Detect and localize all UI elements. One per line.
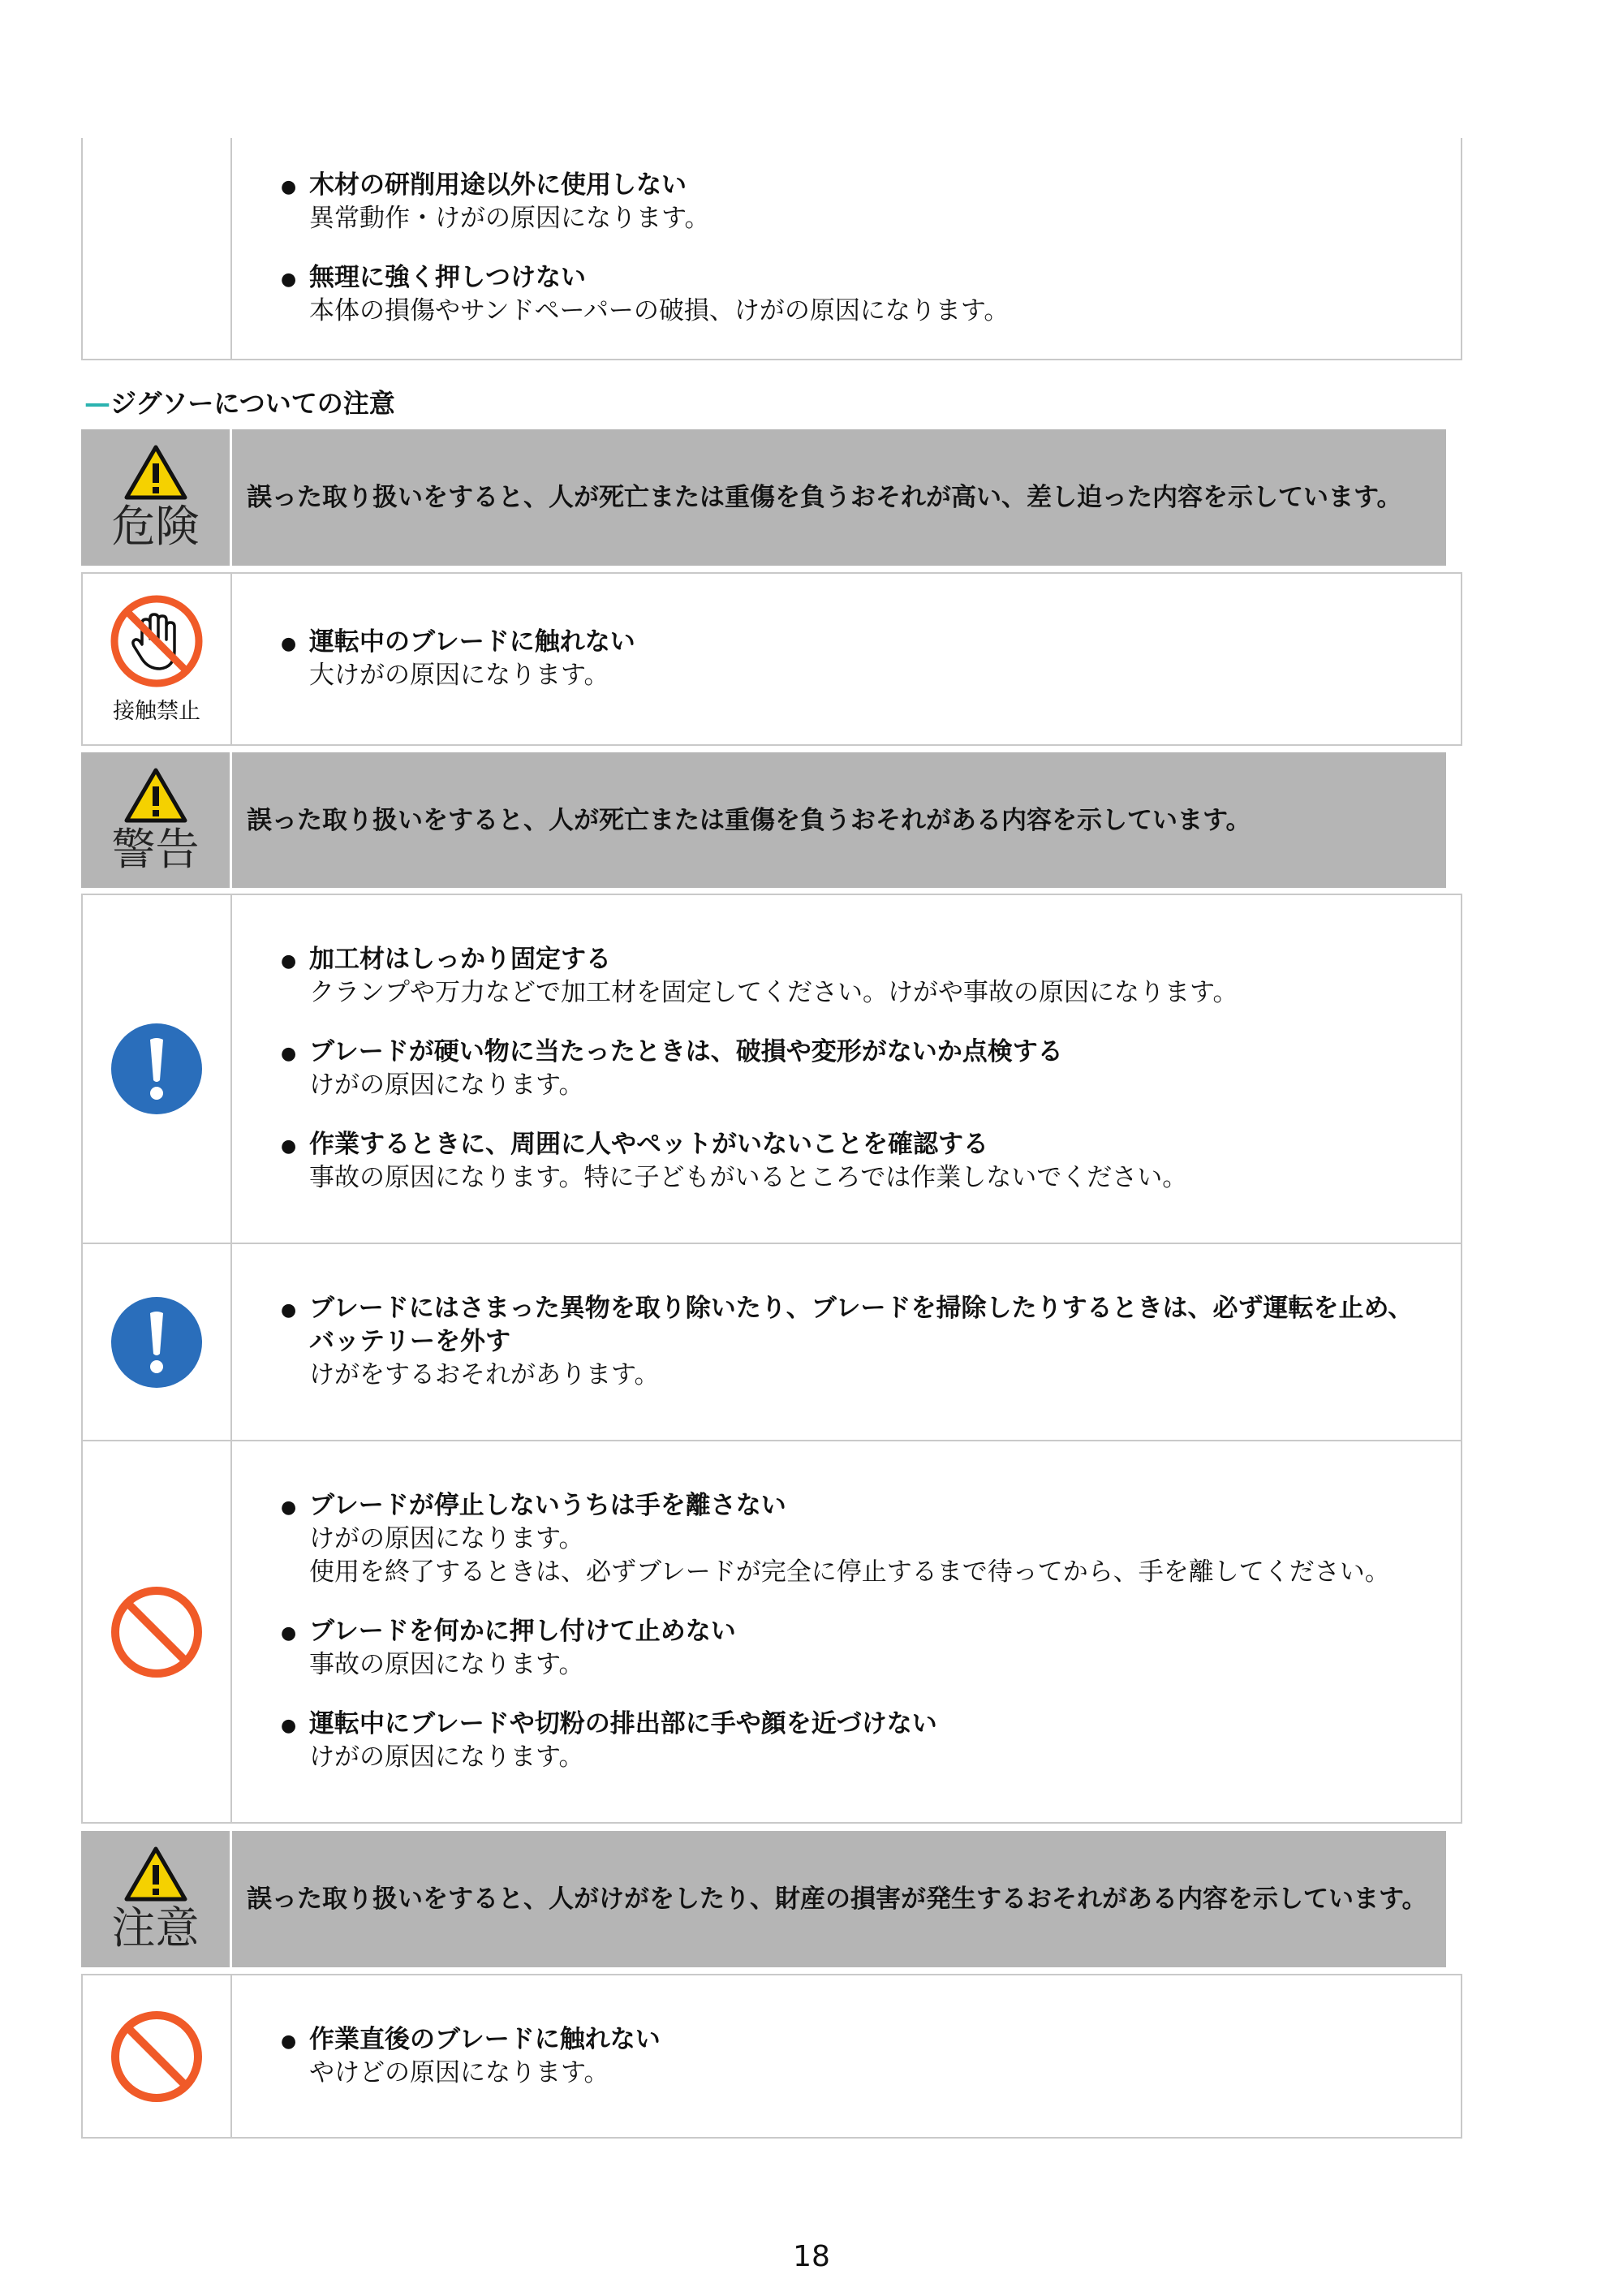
item-desc: けがの原因になります。 [309, 1524, 584, 1553]
mandatory-exclamation-icon [110, 1022, 204, 1116]
item-desc: 本体の損傷やサンドペーパーの破損、けがの原因になります。 [309, 296, 1010, 325]
warning-block-3 [81, 1440, 1462, 1824]
warning-icon-column [81, 752, 232, 888]
item-desc: クランプや万力などで加工材を固定してください。けがや事故の原因になります。 [309, 978, 1238, 1007]
item-title: ブレードを何かに押し付けて止めない [309, 1617, 736, 1646]
section-title: ジグソーについての注意 [110, 388, 395, 419]
list-item: ● 加工材はしっかり固定する クランプや万力などで加工材を固定してください。けがや事故の原因になります。 [281, 943, 1428, 1010]
list-item: ● ブレードにはさまった異物を取り除いたり、ブレードを掃除したりするときは、必ず運転を止め、バッテリーを外す けがをするおそれがあります。 [281, 1292, 1428, 1392]
page-number: 18 [793, 2240, 830, 2273]
item-desc: 事故の原因になります。特に子どもがいるところでは作業しないでください。 [309, 1163, 1188, 1192]
item-desc: やけどの原因になります。 [309, 2057, 609, 2087]
caution-block-content [232, 1975, 1461, 2137]
list-item: ● ブレードが硬い物に当たったときは、破損や変形がないか点検する けがの原因になります。 [281, 1036, 1428, 1102]
danger-block [81, 572, 1462, 746]
caution-signal-box [81, 1831, 1446, 1967]
list-item: ● ブレードが停止しないうちは手を離さない けがの原因になります。 使用を終了するときは、必ずブレードが完全に停止するまで待ってから、手を離してください。 [281, 1489, 1428, 1589]
warning-block-2 [81, 1243, 1462, 1441]
no-touch-label: 接触禁止 [113, 698, 200, 724]
warning-block-3-content [232, 1441, 1461, 1822]
list-item: ● 無理に強く押しつけない 本体の損傷やサンドペーパーの破損、けがの原因になります。 [281, 261, 1428, 328]
top-content [232, 138, 1461, 359]
top-icon-column [83, 138, 232, 359]
item-title: ブレードが停止しないうちは手を離さない [309, 1491, 786, 1520]
warning-word: 警告 [111, 823, 200, 875]
list-item: ● 木材の研削用途以外に使用しない 異常動作・けがの原因になります。 [281, 169, 1428, 235]
caution-block-icon-column [83, 1975, 232, 2137]
warning-signal-box [81, 752, 1446, 888]
warning-block-2-icon-column [83, 1244, 232, 1440]
warning-text: 誤った取り扱いをすると、人が死亡または重傷を負うおそれがある内容を示しています。 [247, 805, 1251, 835]
section-dash: — [84, 388, 110, 419]
warning-block-3-icon-column [83, 1441, 232, 1822]
danger-word: 危険 [111, 501, 200, 552]
warning-triangle-icon [123, 767, 188, 824]
list-item: ● 運転中のブレードに触れない 大けがの原因になります。 [281, 626, 1428, 692]
warning-block-1 [81, 894, 1462, 1244]
item-desc-2: 使用を終了するときは、必ずブレードが完全に停止するまで待ってから、手を離してください。 [309, 1557, 1390, 1587]
warning-triangle-icon [123, 1846, 188, 1902]
item-desc: 大けがの原因になります。 [309, 661, 609, 690]
prohibition-icon [110, 2010, 204, 2104]
list-item: ● ブレードを何かに押し付けて止めない 事故の原因になります。 [281, 1615, 1428, 1682]
warning-block-1-content [232, 895, 1461, 1243]
caution-word: 注意 [111, 1902, 200, 1954]
item-desc: けがをするおそれがあります。 [309, 1360, 660, 1389]
item-desc: けがの原因になります。 [309, 1742, 584, 1772]
item-title: 無理に強く押しつけない [309, 263, 586, 292]
item-desc: 事故の原因になります。 [309, 1650, 584, 1679]
item-title: 運転中のブレードに触れない [309, 627, 635, 657]
list-item: ● 作業するときに、周囲に人やペットがいないことを確認する 事故の原因になります。特に子どもがいるところでは作業しないでください。 [281, 1128, 1428, 1195]
danger-icon-column [81, 429, 232, 566]
item-title: 作業するときに、周囲に人やペットがいないことを確認する [309, 1130, 988, 1159]
item-title: 作業直後のブレードに触れない [309, 2024, 661, 2054]
item-desc: けがの原因になります。 [309, 1070, 584, 1100]
item-title: ブレードにはさまった異物を取り除いたり、ブレードを掃除したりするときは、必ず運転を止め、バッテリーを外す [309, 1294, 1414, 1356]
list-item: ● 運転中にブレードや切粉の排出部に手や顔を近づけない けがの原因になります。 [281, 1708, 1428, 1774]
caution-text: 誤った取り扱いをすると、人がけがをしたり、財産の損害が発生するおそれがある内容を示しています。 [247, 1885, 1427, 1914]
caution-icon-column [81, 1831, 232, 1967]
no-touch-hand-icon [110, 594, 204, 688]
item-title: 木材の研削用途以外に使用しない [309, 170, 687, 200]
mandatory-exclamation-icon [110, 1295, 204, 1389]
item-title: 加工材はしっかり固定する [309, 945, 611, 974]
top-continued-block [81, 138, 1462, 360]
item-title: ブレードが硬い物に当たったときは、破損や変形がないか点検する [309, 1037, 1063, 1066]
list-item: ● 作業直後のブレードに触れない やけどの原因になります。 [281, 2023, 1428, 2090]
item-desc: 異常動作・けがの原因になります。 [309, 204, 710, 233]
danger-block-content [232, 574, 1461, 744]
section-heading [84, 383, 395, 420]
warning-block-1-icon-column [83, 895, 232, 1243]
danger-block-icon-column [83, 574, 232, 744]
caution-block [81, 1974, 1462, 2139]
danger-signal-box [81, 429, 1446, 566]
warning-triangle-icon [123, 444, 188, 501]
warning-block-2-content [232, 1244, 1461, 1440]
danger-text: 誤った取り扱いをすると、人が死亡または重傷を負うおそれが高い、差し迫った内容を示しています。 [247, 483, 1402, 512]
prohibition-icon [110, 1585, 204, 1679]
item-title: 運転中にブレードや切粉の排出部に手や顔を近づけない [309, 1709, 937, 1738]
